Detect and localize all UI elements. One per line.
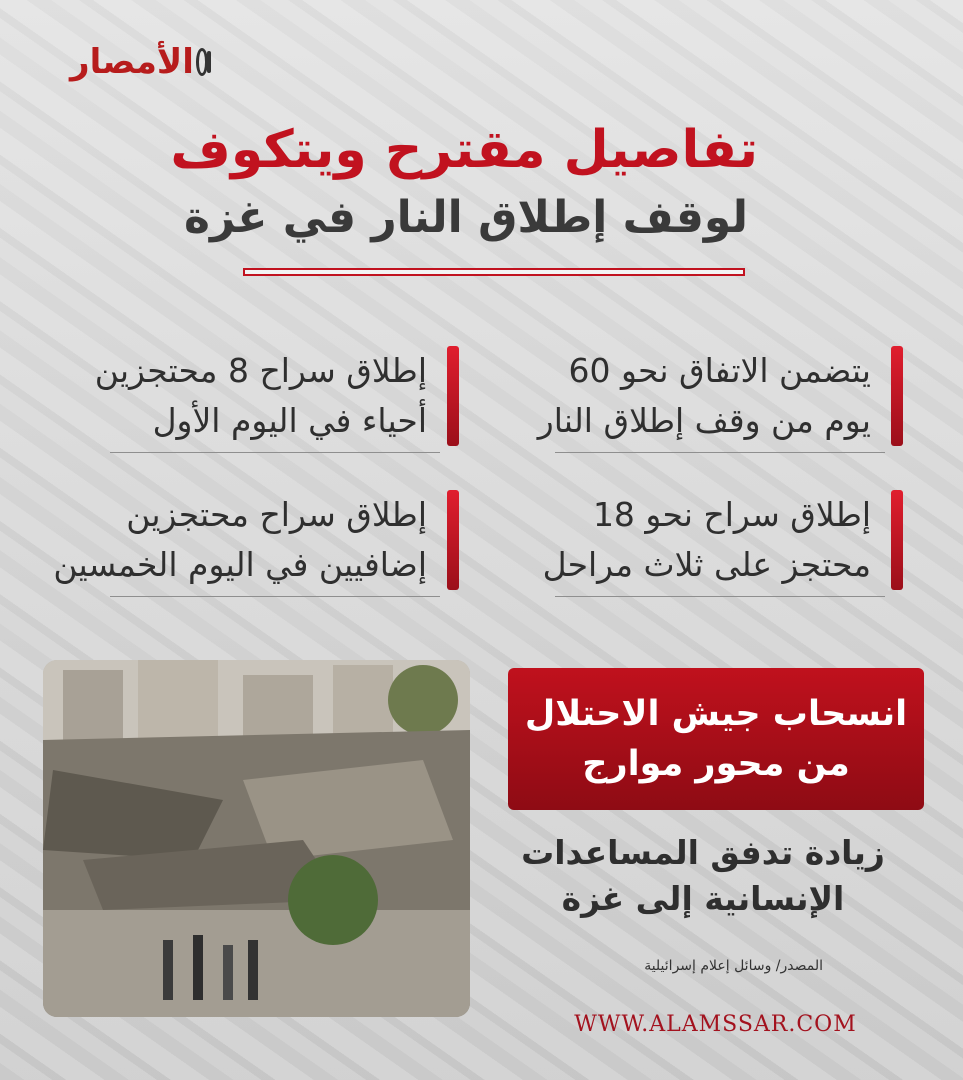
divider: [555, 596, 885, 597]
item-line-1: يتضمن الاتفاق نحو 60: [568, 351, 871, 390]
humanitarian-aid-text: [508, 830, 898, 922]
item-line-2: أحياء في اليوم الأول: [152, 401, 427, 440]
globe-icon: [196, 48, 208, 76]
withdrawal-line-2: من محور موارج: [582, 744, 850, 784]
item-line-2: يوم من وقف إطلاق النار: [537, 401, 871, 440]
alamssar-logo: [70, 38, 210, 86]
proposal-item-ceasefire-days: [538, 346, 887, 446]
withdrawal-highlight-box: [508, 668, 924, 810]
headline-title: تفاصيل مقترح ويتكوف: [170, 120, 758, 180]
withdrawal-line-1: انسحاب جيش الاحتلال: [524, 694, 908, 734]
accent-bar: [447, 490, 459, 590]
item-line-2: إضافيين في اليوم الخمسين: [53, 545, 427, 584]
aid-line-2: الإنسانية إلى غزة: [561, 879, 845, 918]
item-line-1: إطلاق سراح نحو 18: [592, 495, 871, 534]
rubble-photo-illustration: [43, 660, 470, 1017]
proposal-item-day-fifty-release: [53, 490, 443, 590]
accent-bar: [891, 346, 903, 446]
item-line-1: إطلاق سراح محتجزين: [126, 495, 427, 534]
logo-text: الأمصار: [70, 42, 194, 82]
divider: [110, 452, 440, 453]
source-credit: المصدر/ وسائل إعلام إسرائيلية: [644, 958, 823, 974]
proposal-item-three-phases: [543, 490, 887, 590]
website-url: WWW.ALAMSSAR.COM: [574, 1012, 857, 1037]
item-line-1: إطلاق سراح 8 محتجزين: [94, 351, 427, 390]
destroyed-buildings-photo: [43, 660, 470, 1017]
divider: [555, 452, 885, 453]
accent-bar: [891, 490, 903, 590]
aid-line-1: زيادة تدفق المساعدات: [521, 833, 885, 872]
headline-subtitle: لوقف إطلاق النار في غزة: [183, 192, 748, 243]
divider: [110, 596, 440, 597]
title-underline: [243, 268, 745, 276]
proposal-item-first-day-release: [95, 346, 443, 446]
item-line-2: محتجز على ثلاث مراحل: [542, 545, 871, 584]
accent-bar: [447, 346, 459, 446]
